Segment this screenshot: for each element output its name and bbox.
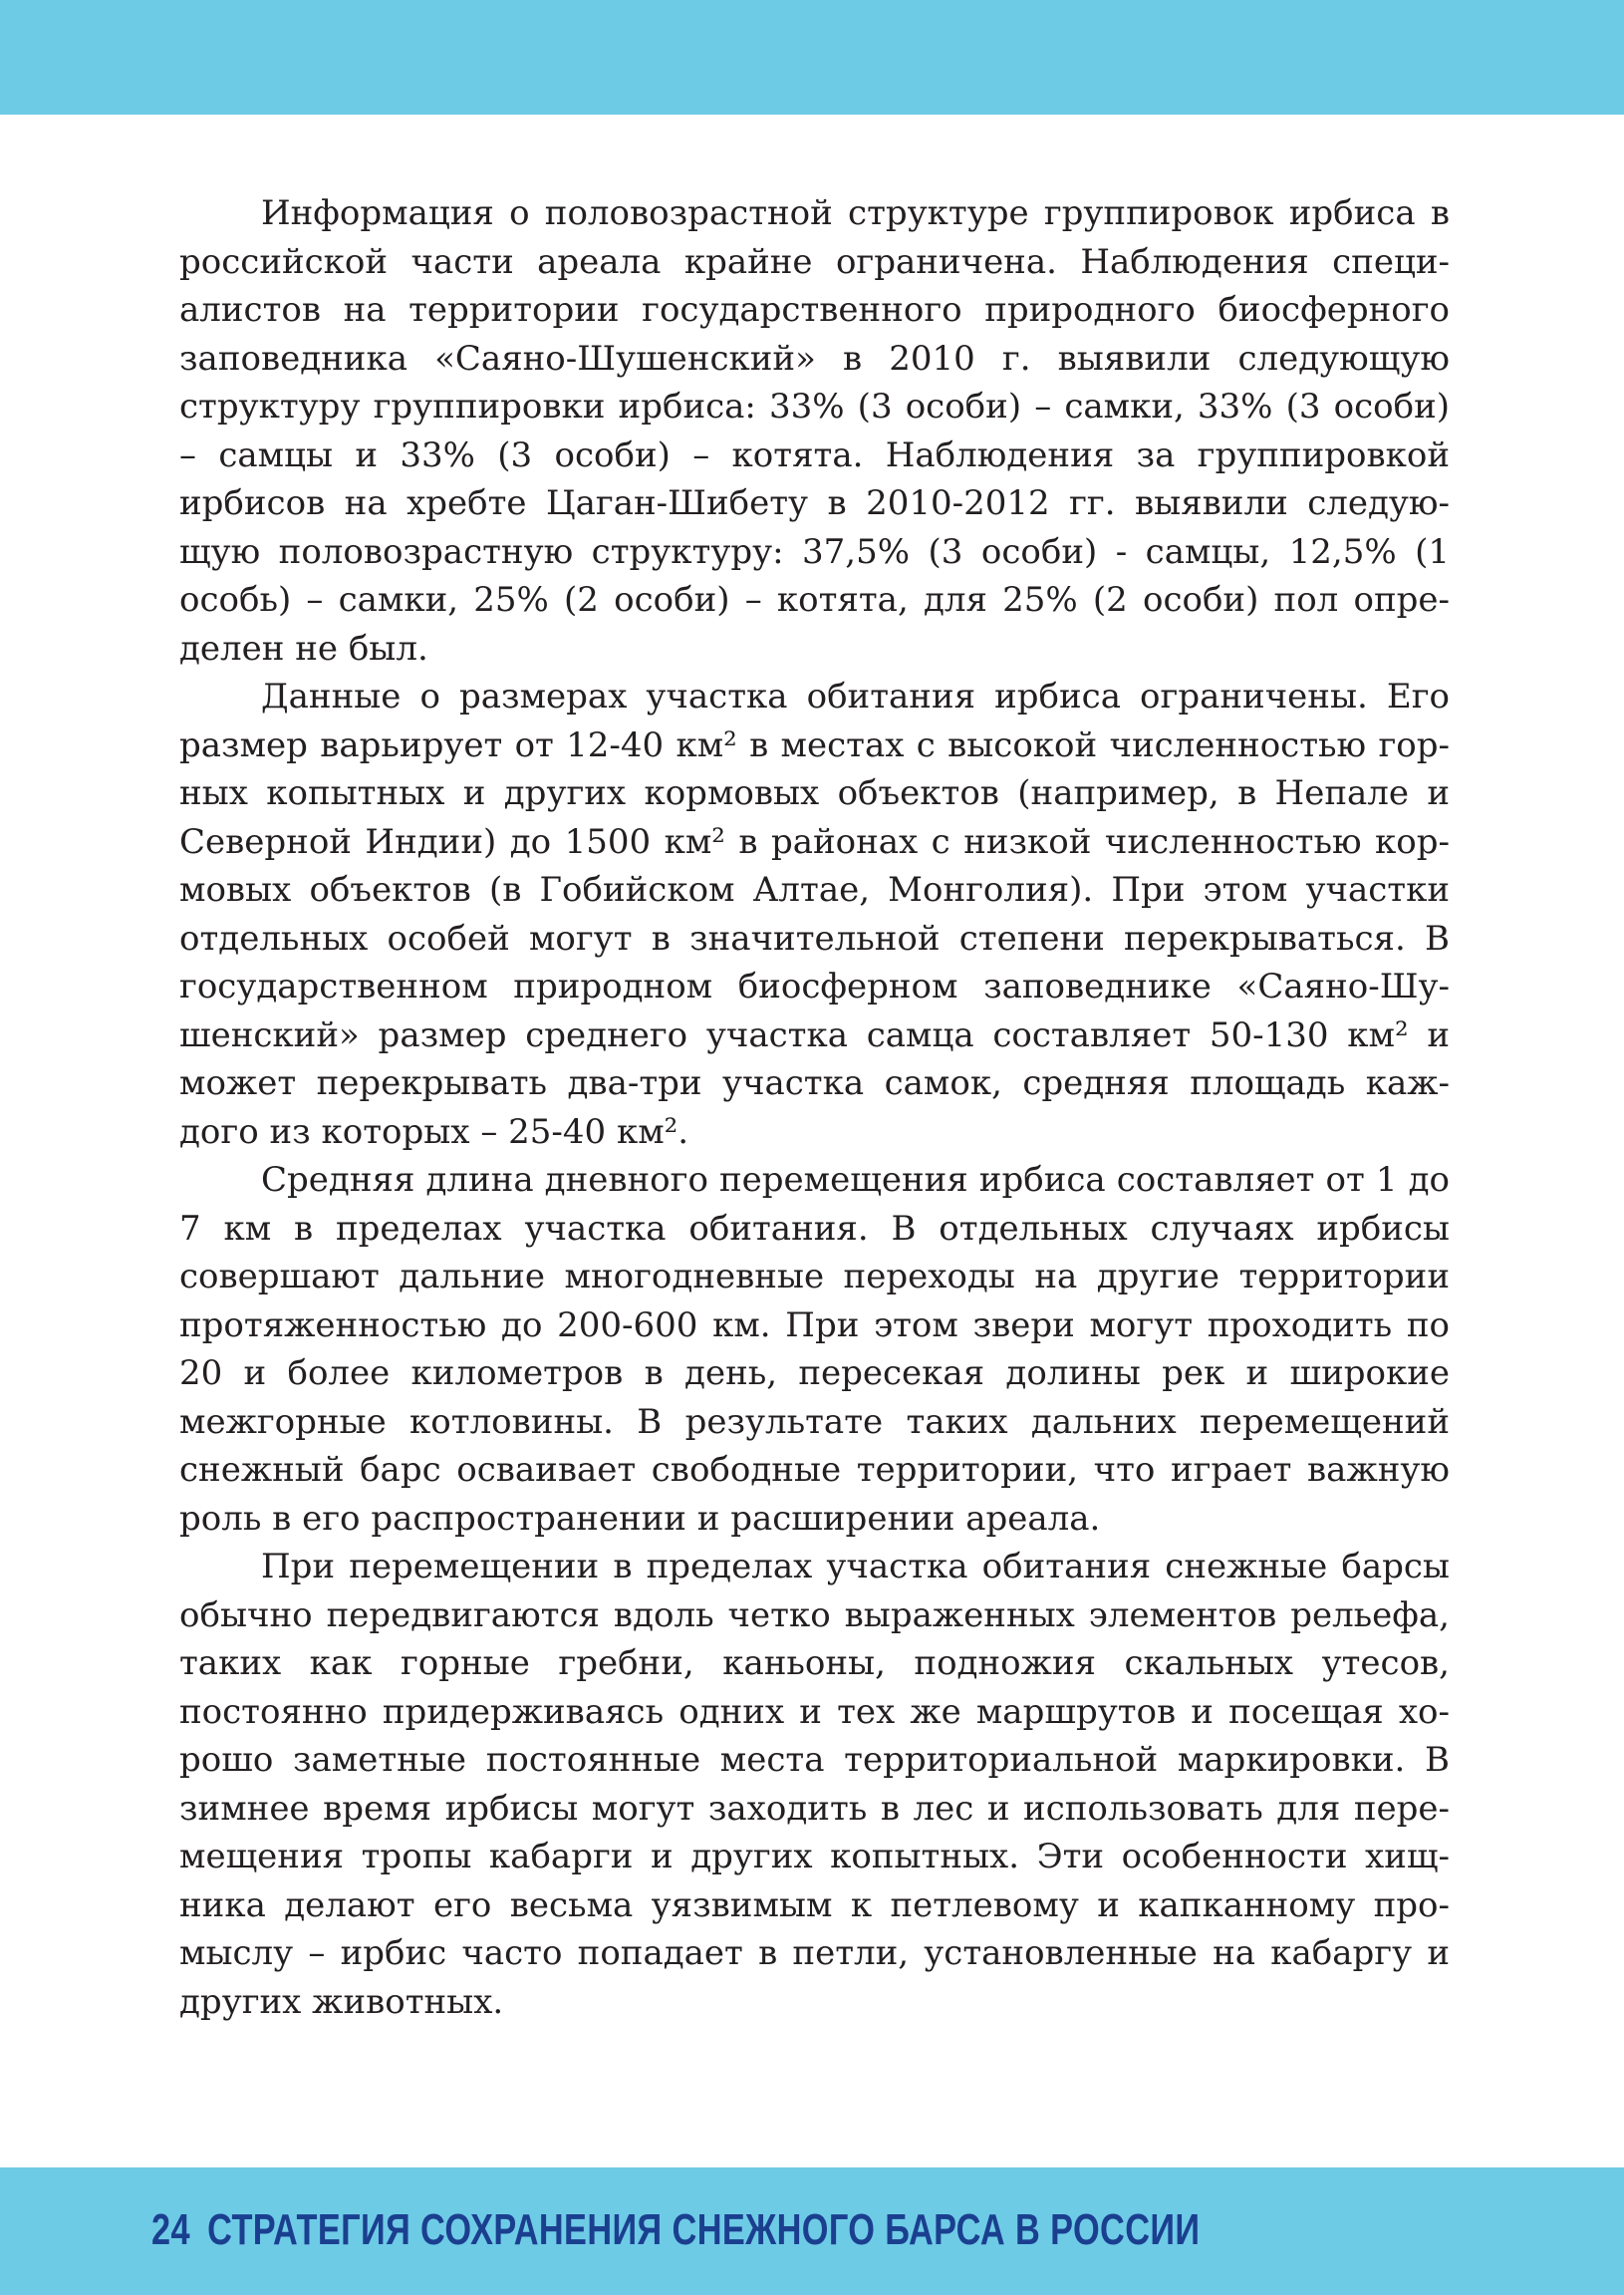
paragraph-movement-routes: При перемещении в пределах участка обитания снежные барсы обычно передвигаются вдоль четко выраженных элементов рельефа, таких как горные гребни, каньоны, подножия скальных утесов, постоянно придерживаясь одних и тех же маршрутов и посещая хорошо заметные постоянные места территориальной маркировки. В зимнее время ирбисы могут заходить в лес и использовать для перемещения тропы кабарги и других копытных. Эти особенности хищника делают его весьма уязвимым к петлевому и капканному промыслу – ирбис часто попадает в петли, установленные на кабаргу и других животных. <box>179 1547 1450 2022</box>
paragraph-daily-movement: Средняя длина дневного перемещения ирбиса составляет от 1 до 7 км в пределах участка обитания. В отдельных случаях ирбисы совершают дальние многодневные переходы на другие территории протяженностью до 200-600 км. При этом звери могут проходить по 20 и более километров в день, пересекая долины рек и широкие межгорные котловины. В результате таких дальних перемещений снежный барс осваивает свободные территории, что играет важную роль в его распространении и расширении ареала. <box>179 1160 1450 1539</box>
body-text <box>179 189 1450 2026</box>
running-footer <box>151 2200 1201 2260</box>
header-band <box>0 0 1624 115</box>
page-number: 24 <box>151 2205 190 2254</box>
paragraph-age-sex-structure: Информация о половозрастной структуре группировок ирбиса в российской части ареала крайне ограничена. Наблюдения специалистов на территории государственного природного биосферного заповедника «Саяно-Шушенский» в 2010 г. выявили следующую структуру группировки ирбиса: 33% (3 особи) – самки, 33% (3 особи) – самцы и 33% (3 особи) – котята. Наблюдения за группировкой ирбисов на хребте Цаган-Шибету в 2010-2012 гг. выявили следующую половозрастную структуру: 37,5% (3 особи) - самцы, 12,5% (1 особь) – самки, 25% (2 особи) – котята, для 25% (2 особи) пол определен не был. <box>179 193 1450 669</box>
publication-title: СТРАТЕГИЯ СОХРАНЕНИЯ СНЕЖНОГО БАРСА В РОССИИ <box>207 2205 1201 2254</box>
paragraph-home-range: Данные о размерах участка обитания ирбиса ограничены. Его размер варьирует от 12-40 км² в местах с высокой численностью горных копытных и других кормовых объектов (например, в Непале и Северной Индии) до 1500 км² в районах с низкой численностью кормовых объектов (в Гобийском Алтае, Монголия). При этом участки отдельных особей могут в значительной степени перекрываться. В государственном природном биосферном заповеднике «Саяно-Шушенский» размер среднего участка самца составляет 50-130 км² и может перекрывать два-три участка самок, средняя площадь каждого из которых – 25-40 км². <box>179 677 1450 1152</box>
